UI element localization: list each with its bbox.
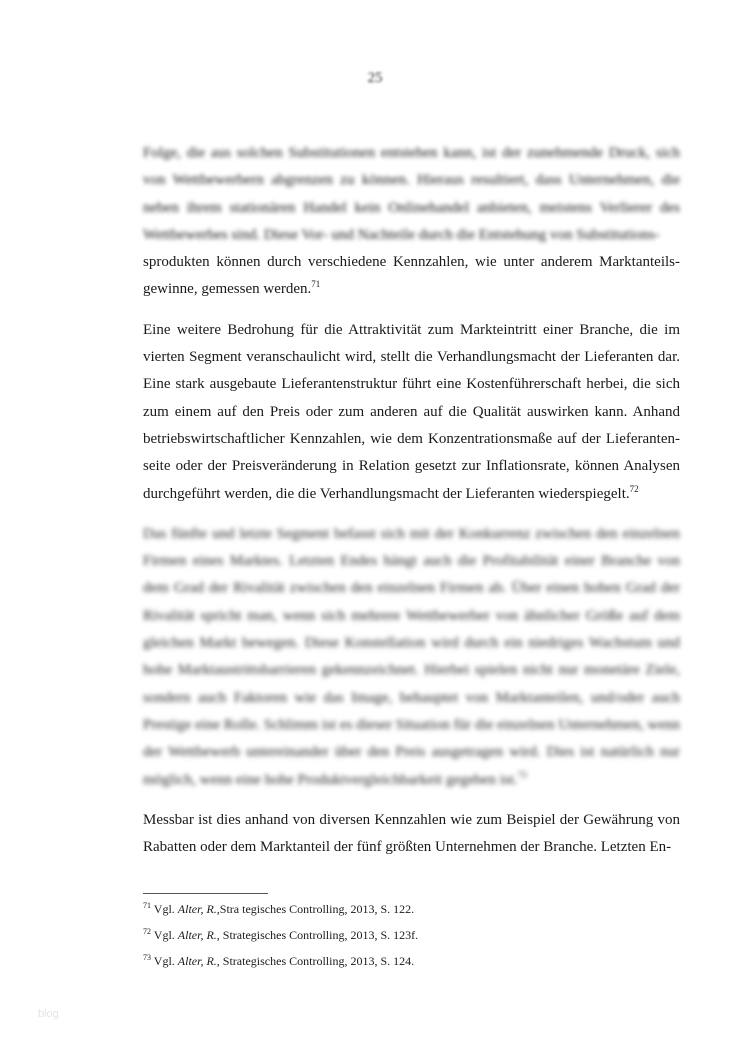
blurred-text: Folge, die aus solchen Substitutionen entstehen kann, ist der zunehmende Druck, sich von Wettbewerbern abgrenzen zu können. Hieraus resultiert, dass Unternehmen, die neben ihrem stationären Handel kein Onlinehandel anbieten, meistens Verlierer des Wettbewerbes sind. Diese Vor- und Nachteile durch die Entstehung von Substitutions- [143, 145, 680, 243]
footnote-author: Alter, R. [177, 954, 217, 968]
footnote-reference[interactable]: 72 [629, 483, 639, 494]
body-text [143, 140, 680, 874]
footnote-author: Alter, R. [177, 902, 217, 916]
footnote-prefix: Vgl. [153, 954, 178, 968]
footnote-73 [143, 955, 680, 968]
watermark-text: blog [38, 1008, 59, 1020]
footnote-divider [143, 893, 268, 894]
paragraph-measurement [143, 807, 680, 862]
paragraph-text: s [143, 254, 149, 271]
footnote-reference[interactable]: 73 [517, 769, 527, 780]
footnote-number: 71 [143, 901, 151, 910]
footnote-71 [143, 903, 680, 916]
footnote-source: , Strategisches Controlling, 2013, S. 124. [216, 954, 415, 968]
footnote-number: 72 [143, 927, 151, 936]
footnote-prefix: Vgl. [153, 902, 178, 916]
footnote-source: , Strategisches Controlling, 2013, S. 123f. [216, 928, 419, 942]
footnote-number: 73 [143, 953, 151, 962]
paragraph-text: produkten können durch verschiedene Kennzahlen, wie unter anderem Marktanteils-gewinne, gemessen werden. [143, 254, 680, 298]
footnote-72 [143, 929, 680, 942]
footnotes [143, 903, 680, 981]
paragraph-text: Das fünfte und letzte Segment befasst sich mit der Konkurrenz zwischen den einzelnen Firmen eines Marktes. Letzten Endes hängt auch die Profitabilität einer Branche von dem Grad der Rivalität zwischen den einzelnen Firmen ab. Über einen hohen Grad der Rivalität spricht man, wenn sich mehrere Wettbewerber von ähnlicher Größe auf dem gleichen Markt bewegen. Diese Konstellation wird durch ein niedriges Wachstum und hohe Marktaustrittsbarrieren gekennzeichnet. Hierbei spielen nicht nur monetäre Ziele, sondern auch Faktoren wie das Image, behauptet von Marktanteilen, und/oder auch Prestige eine Rolle. Schlimm ist es dieser Situation für die einzelnen Unternehmen, wenn der Wettbewerb untereinander über den Preis ausgetragen wird. Dies ist natürlich nur möglich, wenn eine hohe Produktvergleichbarkeit gegeben ist. [143, 525, 680, 788]
footnote-author: Alter, R. [177, 928, 217, 942]
footnote-prefix: Vgl. [153, 928, 178, 942]
paragraph-text: Messbar ist dies anhand von diversen Kennzahlen wie zum Beispiel der Gewährung von Rabatten oder dem Marktanteil der fünf größten Unternehmen der Branche. Letzten En- [143, 811, 680, 856]
footnote-reference[interactable]: 71 [311, 279, 321, 290]
page-number: 25 [367, 70, 383, 86]
paragraph-substitution [143, 140, 680, 304]
paragraph-supplier-power [143, 317, 680, 508]
footnote-source: ,Stra tegisches Controlling, 2013, S. 122. [216, 902, 415, 916]
paragraph-text: Eine weitere Bedrohung für die Attraktivität zum Markteintritt einer Branche, die im vierten Segment veranschaulicht wird, stellt die Verhandlungsmacht der Lieferanten dar. Eine stark ausgebaute Lieferantenstruktur führt eine Kostenführerschaft herbei, die sich zum einem auf den Preis oder zum anderen auf die Qualität auswirken kann. Anhand betriebswirtschaftlicher Kennzahlen, wie dem Konzentrationsmaße auf der Lieferanten-seite oder der Preisveränderung in Relation gesetzt zur Inflationsrate, können Analysen durchgeführt werden, die die Verhandlungsmacht der Lieferanten wiederspiegelt. [143, 321, 680, 502]
paragraph-rivalry [143, 521, 680, 794]
